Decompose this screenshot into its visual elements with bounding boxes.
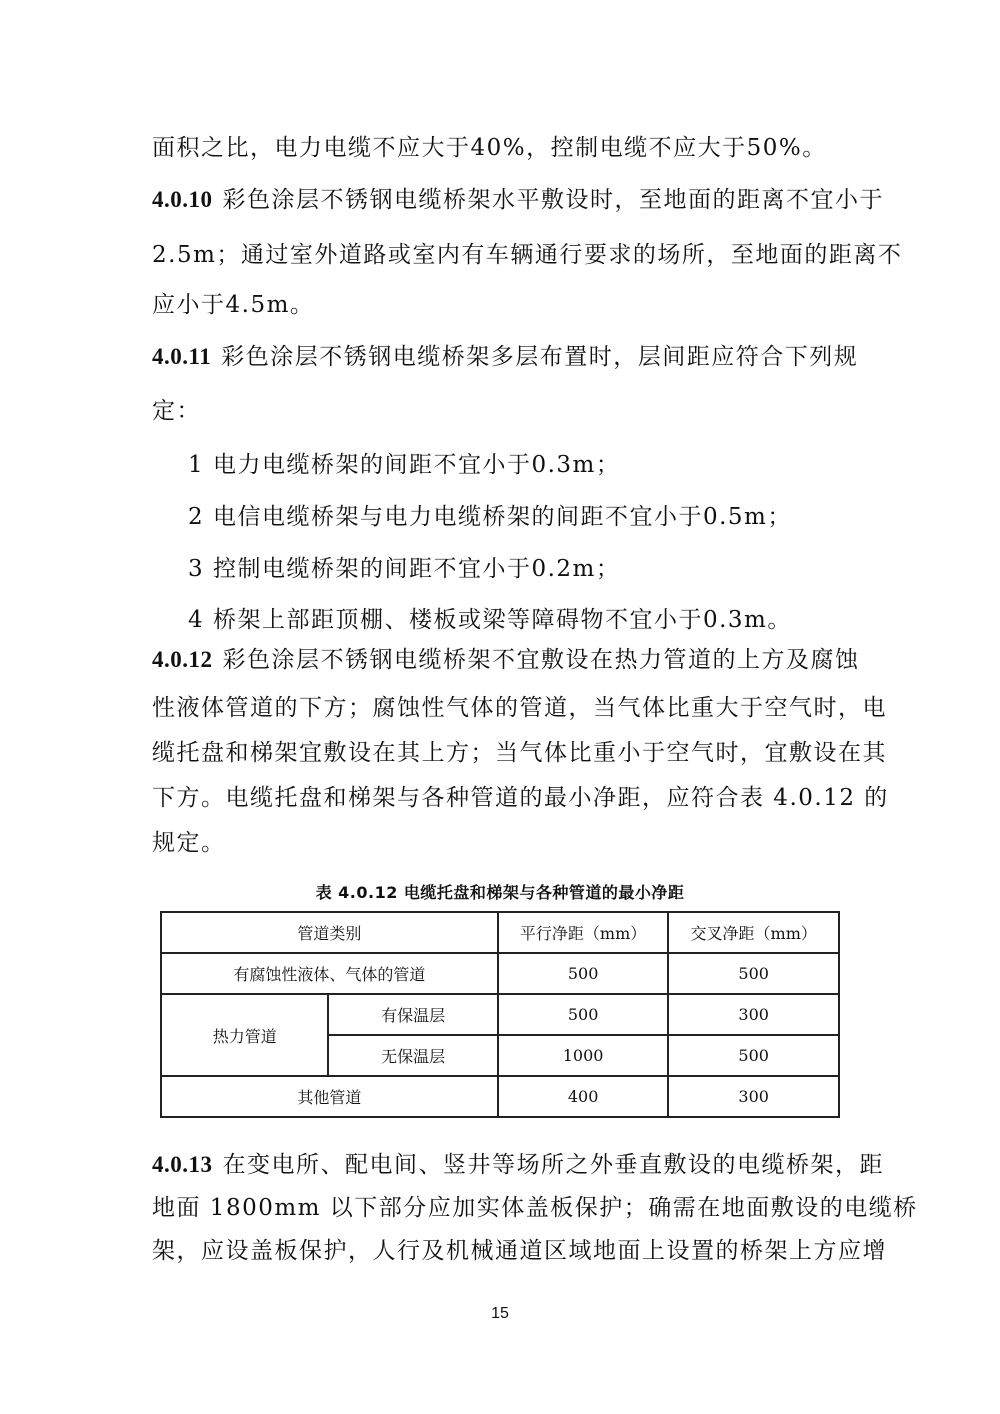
clause-4-0-10 [152, 185, 884, 215]
paragraph-line: 应小于4.5m。 [152, 292, 315, 318]
clause-4-0-12 [152, 645, 860, 675]
table-cell: 400 [498, 1076, 669, 1117]
clause-4-0-13 [152, 1150, 884, 1180]
clause-number: 4.0.10 [152, 187, 213, 212]
table-row [161, 1076, 839, 1117]
clause-text: 彩色涂层不锈钢电缆桥架多层布置时，层间距应符合下列规 [221, 344, 859, 370]
table-caption: 表 4.0.12 电缆托盘和梯架与各种管道的最小净距 [315, 883, 685, 902]
table-cell: 300 [668, 994, 839, 1035]
clause-text: 彩色涂层不锈钢电缆桥架水平敷设时，至地面的距离不宜小于 [222, 187, 884, 213]
table-cell: 无保温层 [328, 1035, 497, 1076]
header-category: 管道类别 [161, 912, 498, 953]
table-cell: 有腐蚀性液体、气体的管道 [161, 953, 498, 994]
page-number: 15 [491, 1305, 509, 1322]
paragraph-line: 性液体管道的下方；腐蚀性气体的管道，当气体比重大于空气时，电 [152, 695, 887, 721]
paragraph-line: 缆托盘和梯架宜敷设在其上方；当气体比重小于空气时，宜敷设在其 [152, 740, 887, 766]
table-cell: 其他管道 [161, 1076, 498, 1117]
paragraph-line: 地面 1800mm 以下部分应加实体盖板保护；确需在地面敷设的电缆桥 [152, 1195, 918, 1221]
paragraph-line: 架，应设盖板保护，人行及机械通道区域地面上设置的桥架上方应增 [152, 1238, 887, 1264]
clause-number: 4.0.13 [152, 1152, 213, 1177]
table-cell: 500 [498, 994, 669, 1035]
clause-4-0-11 [152, 342, 859, 372]
paragraph-line: 规定。 [152, 830, 226, 856]
table-cell: 500 [668, 1035, 839, 1076]
table-cell: 有保温层 [328, 994, 497, 1035]
table-header-row [161, 912, 839, 953]
list-item: 1 电力电缆桥架的间距不宜小于0.3m； [188, 452, 621, 478]
table-row [161, 953, 839, 994]
table-cell: 1000 [498, 1035, 669, 1076]
paragraph-line: 面积之比，电力电缆不应大于40%，控制电缆不应大于50%。 [152, 135, 827, 161]
clause-text: 彩色涂层不锈钢电缆桥架不宜敷设在热力管道的上方及腐蚀 [222, 647, 860, 673]
list-item: 4 桥架上部距顶棚、楼板或梁等障碍物不宜小于0.3m。 [188, 607, 792, 633]
table-cell: 500 [668, 953, 839, 994]
clause-number: 4.0.11 [152, 344, 212, 369]
clause-number: 4.0.12 [152, 647, 213, 672]
paragraph-line: 定： [152, 398, 201, 424]
table-row [161, 994, 839, 1035]
list-item: 2 电信电缆桥架与电力电缆桥架的间距不宜小于0.5m； [188, 504, 792, 530]
table-cell: 500 [498, 953, 669, 994]
paragraph-line: 下方。电缆托盘和梯架与各种管道的最小净距，应符合表 4.0.12 的 [152, 785, 889, 811]
header-cross: 交叉净距（mm） [668, 912, 839, 953]
clearance-table [160, 911, 840, 1118]
list-item: 3 控制电缆桥架的间距不宜小于0.2m； [188, 556, 621, 582]
table-cell: 热力管道 [161, 994, 328, 1076]
table-cell: 300 [668, 1076, 839, 1117]
header-parallel: 平行净距（mm） [498, 912, 669, 953]
clause-text: 在变电所、配电间、竖井等场所之外垂直敷设的电缆桥架，距 [222, 1152, 884, 1178]
paragraph-line: 2.5m；通过室外道路或室内有车辆通行要求的场所，至地面的距离不 [152, 242, 903, 268]
